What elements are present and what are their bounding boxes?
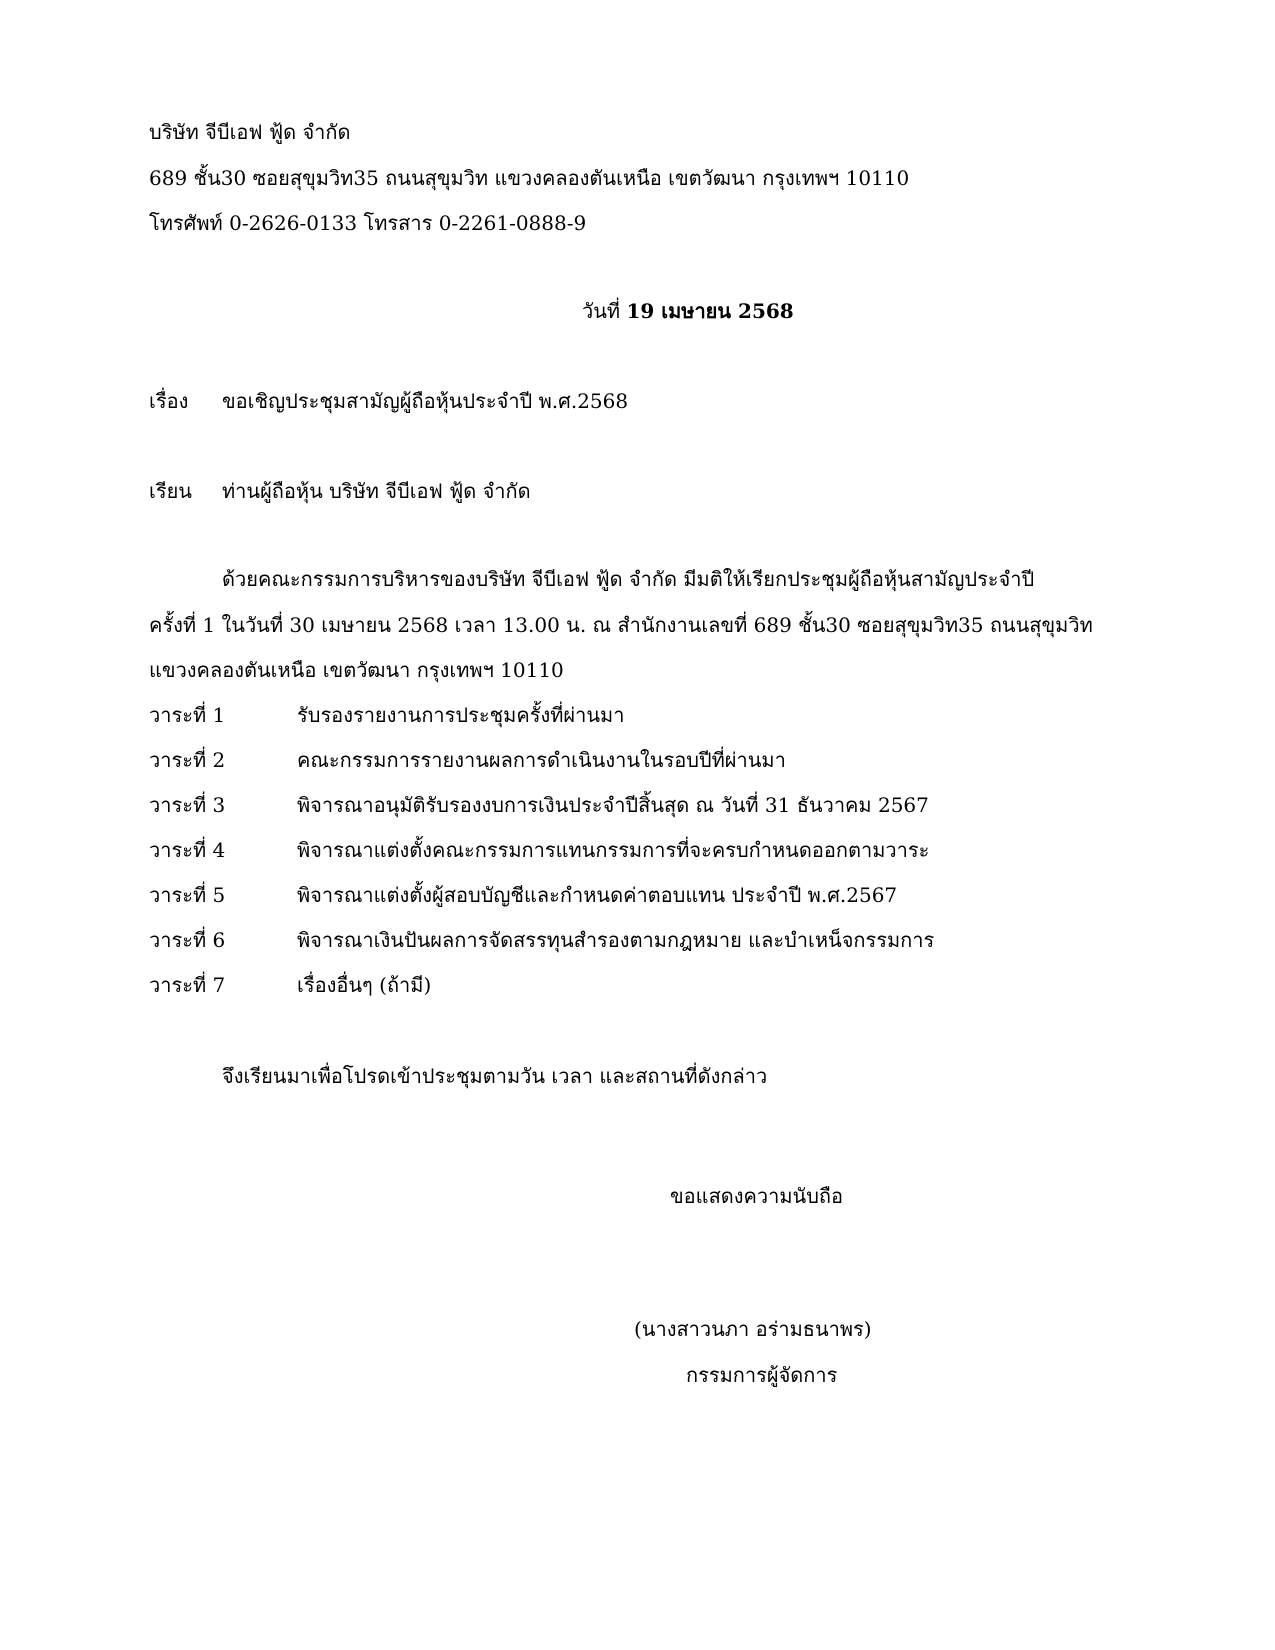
recipient-text: ท่านผู้ถือหุ้น บริษัท จีบีเอฟ ฟู้ด จำกัด (222, 479, 531, 503)
agenda-text: พิจารณาเงินปันผลการจัดสรรทุนสำรองตามกฎหมาย และบำเหน็จกรรมการ (297, 928, 935, 952)
subject-text: ขอเชิญประชุมสามัญผู้ถือหุ้นประจำปี พ.ศ.2568 (222, 389, 629, 413)
agenda-text: รับรองรายงานการประชุมครั้งที่ผ่านมา (297, 703, 625, 727)
agenda-number: วาระที่ 2 (149, 748, 226, 772)
agenda-number: วาระที่ 4 (149, 838, 226, 862)
agenda-number: วาระที่ 3 (149, 793, 226, 817)
body-line-3: แขวงคลองตันเหนือ เขตวัฒนา กรุงเทพฯ 10110 (149, 658, 564, 682)
signer-title: กรรมการผู้จัดการ (686, 1363, 838, 1387)
agenda-number: วาระที่ 7 (149, 973, 226, 997)
company-name: บริษัท จีบีเอฟ ฟู้ด จำกัด (149, 120, 351, 144)
agenda-text: พิจารณาแต่งตั้งคณะกรรมการแทนกรรมการที่จะครบกำหนดออกตามวาระ (297, 838, 930, 862)
subject-label: เรื่อง (149, 389, 189, 413)
body-line-2: ครั้งที่ 1 ในวันที่ 30 เมษายน 2568 เวลา 13.00 น. ณ สำนักงานเลขที่ 689 ชั้น30 ซอยสุขุมวิท35 ถนนสุขุมวิท (149, 613, 1093, 637)
body-line-1: ด้วยคณะกรรมการบริหารของบริษัท จีบีเอฟ ฟู้ด จำกัด มีมติให้เรียกประชุมผู้ถือหุ้นสามัญประจำปี (222, 567, 1035, 591)
date-label: วันที่ (582, 299, 621, 323)
agenda-number: วาระที่ 1 (149, 703, 226, 727)
date-value: 19 เมษายน 2568 (626, 299, 794, 323)
closing-regards: ขอแสดงความนับถือ (670, 1184, 844, 1208)
letter-date (582, 301, 794, 321)
signer-name: (นางสาวนภา อร่ามธนาพร) (634, 1317, 872, 1341)
agenda-text: พิจารณาอนุมัติรับรองงบการเงินประจำปีสิ้นสุด ณ วันที่ 31 ธันวาคม 2567 (297, 793, 929, 817)
closing-request: จึงเรียนมาเพื่อโปรดเข้าประชุมตามวัน เวลา และสถานที่ดังกล่าว (222, 1064, 768, 1088)
agenda-text: พิจารณาแต่งตั้งผู้สอบบัญชีและกำหนดค่าตอบแทน ประจำปี พ.ศ.2567 (297, 883, 898, 907)
agenda-text: เรื่องอื่นๆ (ถ้ามี) (297, 973, 432, 997)
recipient-label: เรียน (149, 479, 192, 503)
agenda-text: คณะกรรมการรายงานผลการดำเนินงานในรอบปีที่ผ่านมา (297, 748, 786, 772)
agenda-number: วาระที่ 6 (149, 928, 226, 952)
company-contact: โทรศัพท์ 0-2626-0133 โทรสาร 0-2261-0888-9 (149, 211, 587, 235)
company-address: 689 ชั้น30 ซอยสุขุมวิท35 ถนนสุขุมวิท แขวงคลองตันเหนือ เขตวัฒนา กรุงเทพฯ 10110 (149, 166, 910, 190)
agenda-number: วาระที่ 5 (149, 883, 226, 907)
